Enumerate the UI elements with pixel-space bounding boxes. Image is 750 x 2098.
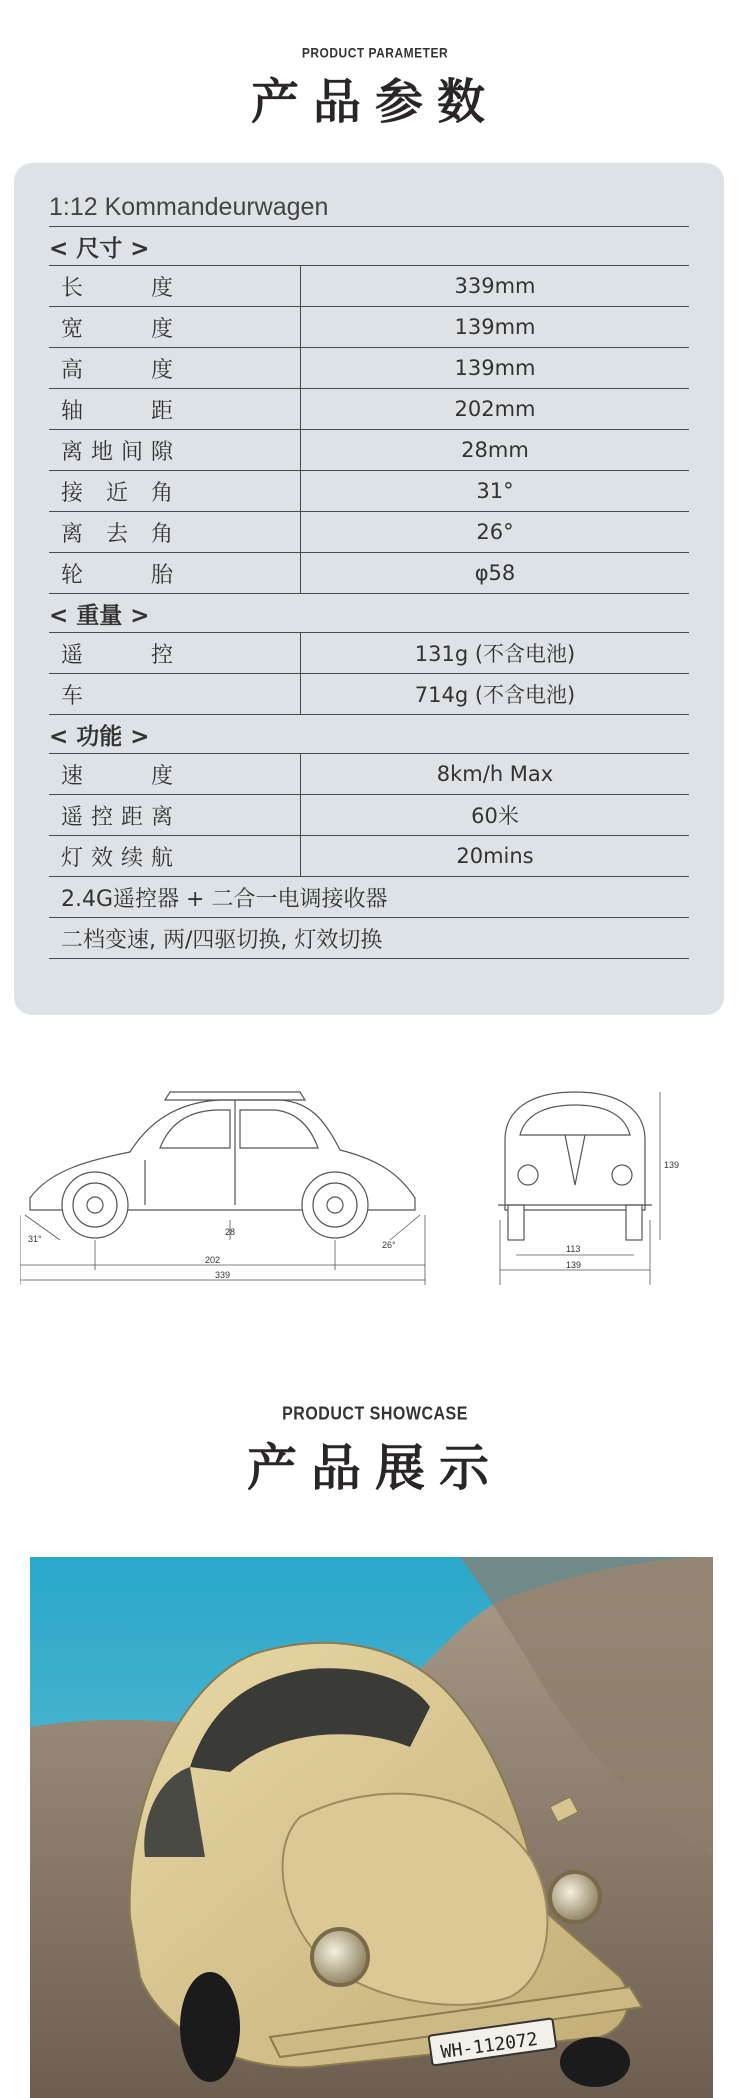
wheelbase-label: 202 <box>205 1255 221 1265</box>
height-label: 139 <box>664 1160 680 1170</box>
spec-label: 宽度 <box>61 316 177 342</box>
showcase-subtitle: PRODUCT SHOWCASE <box>282 1404 468 1425</box>
spec-row <box>49 836 689 877</box>
side-view <box>20 1092 425 1285</box>
spec-row <box>49 348 689 389</box>
spec-row <box>49 307 689 348</box>
spec-value: 131g (不含电池) <box>414 642 576 666</box>
spec-row <box>49 430 689 471</box>
spec-row <box>49 795 689 836</box>
front-view <box>498 1092 660 1285</box>
spec-label: 轮胎 <box>61 562 177 588</box>
spec-label: 遥控距离 <box>61 804 177 830</box>
spec-value: φ58 <box>474 561 516 585</box>
spec-row <box>49 266 689 307</box>
front-view-labels <box>566 1160 679 1270</box>
spec-row <box>49 553 689 594</box>
license-plate: WH-112072 <box>439 2028 540 2064</box>
spec-row <box>49 512 689 553</box>
note-text: 2.4G遥控器 + 二合一电调接收器 <box>61 886 388 912</box>
spec-row <box>49 633 689 674</box>
spec-value: 339mm <box>454 274 536 298</box>
spec-row <box>49 471 689 512</box>
width-label: 139 <box>566 1260 582 1270</box>
model-name: 1:12 Kommandeurwagen <box>49 188 689 227</box>
spec-value: 31° <box>476 479 514 503</box>
spec-table <box>49 188 689 959</box>
track-label: 113 <box>566 1244 581 1254</box>
spec-row <box>49 389 689 430</box>
spec-value: 139mm <box>454 315 536 339</box>
spec-row <box>49 674 689 715</box>
weight-heading: < 重量 > <box>49 594 689 633</box>
spec-label: 遥控 <box>61 642 177 668</box>
note-row <box>49 877 689 918</box>
spec-value: 714g (不含电池) <box>414 683 576 707</box>
spec-label: 离去角 <box>61 521 177 547</box>
spec-label: 灯效续航 <box>61 845 177 871</box>
spec-label: 车 <box>61 683 88 709</box>
dimension-drawing <box>20 1080 730 1300</box>
product-photo <box>30 1557 713 2098</box>
ground-clearance-label: 28 <box>225 1227 236 1237</box>
spec-label: 轴距 <box>61 398 177 424</box>
spec-value: 20mins <box>456 844 534 868</box>
departure-angle-label: 26° <box>382 1240 396 1250</box>
showcase-title: 产品展示 <box>247 1439 503 1497</box>
note-text: 二档变速, 两/四驱切换, 灯效切换 <box>61 927 383 953</box>
spec-row <box>49 754 689 795</box>
note-row <box>49 918 689 959</box>
function-heading: < 功能 > <box>49 715 689 754</box>
spec-label: 长度 <box>61 275 177 301</box>
spec-label: 接近角 <box>61 480 177 506</box>
approach-angle-label: 31° <box>28 1234 42 1244</box>
spec-value: 8km/h Max <box>436 762 554 786</box>
spec-value: 26° <box>476 520 514 544</box>
spec-label: 高度 <box>61 357 177 383</box>
size-heading: < 尺寸 > <box>49 227 689 266</box>
spec-value: 202mm <box>454 397 536 421</box>
spec-value: 60米 <box>471 804 519 828</box>
parameter-title: 产品参数 <box>250 74 499 130</box>
spec-label: 速度 <box>61 763 177 789</box>
showcase-header <box>0 1404 750 1500</box>
length-label: 339 <box>215 1270 231 1280</box>
parameter-subtitle: PRODUCT PARAMETER <box>301 44 449 62</box>
spec-panel <box>14 163 724 1015</box>
spec-value: 139mm <box>454 356 536 380</box>
spec-value: 28mm <box>461 438 529 462</box>
spec-label: 离地间隙 <box>61 439 177 465</box>
parameter-header <box>0 42 750 132</box>
